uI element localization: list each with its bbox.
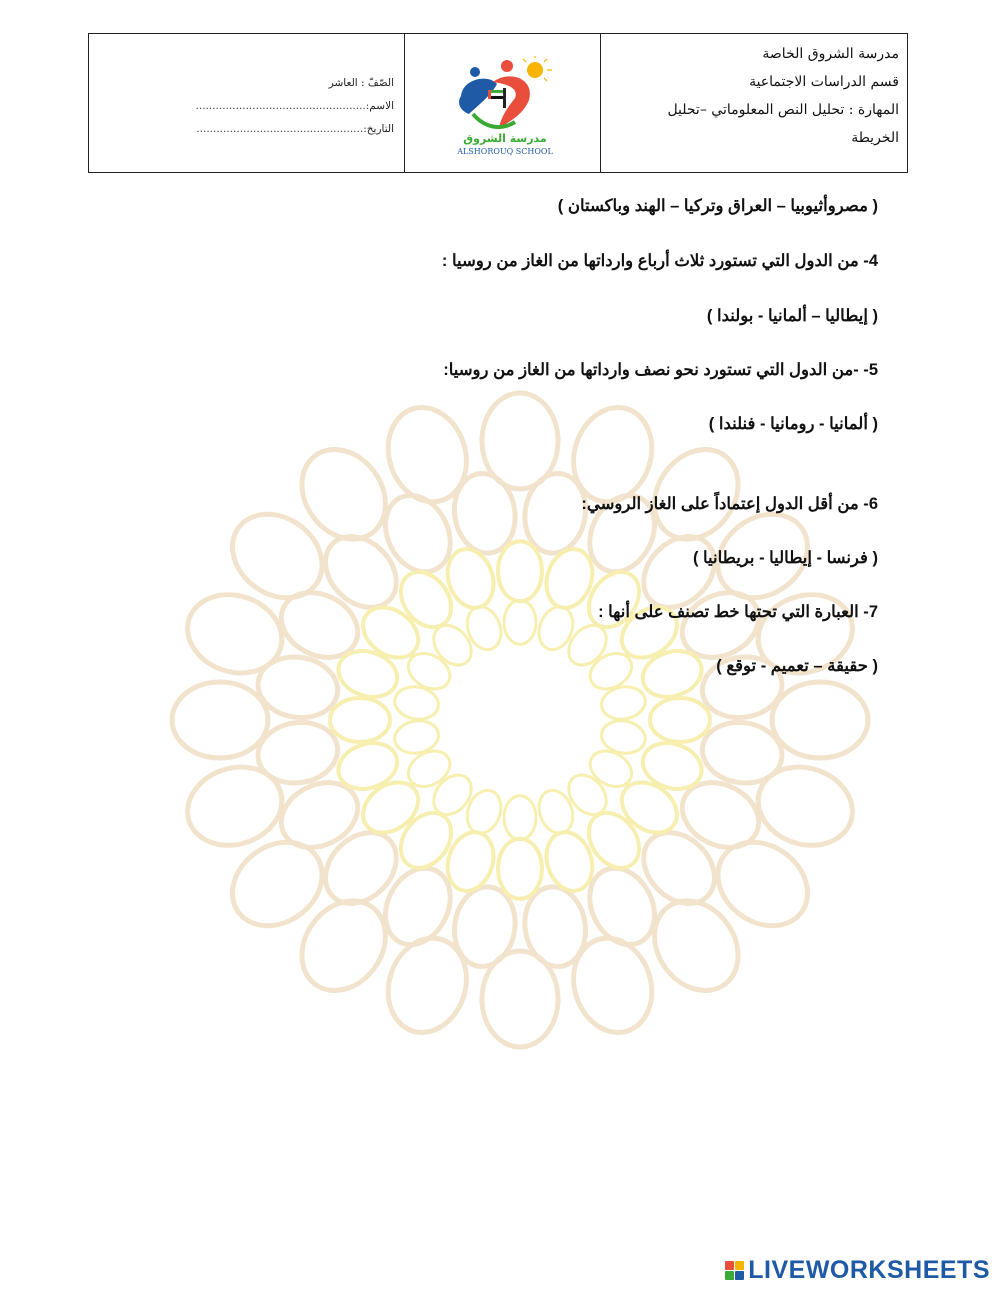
watermark-petal (630, 819, 729, 918)
answer-options-5[interactable]: ( ألمانيا - رومانيا - فنلندا ) (708, 415, 878, 433)
watermark-petal (376, 397, 478, 512)
name-field[interactable]: ................................................... (195, 100, 366, 112)
watermark-petal (504, 796, 536, 840)
department-name: قسم الدراسات الاجتماعية (749, 74, 899, 90)
liveworksheets-brand: LIVEWORKSHEETS (748, 1255, 990, 1284)
watermark-petal (462, 602, 507, 654)
watermark-petal (311, 819, 410, 918)
question-4: 4- من الدول التي تستورد ثلاث أرباع وارداتها من الغاز من روسيا : (441, 252, 878, 270)
date-label: التاريخ: (363, 123, 394, 135)
watermark-petal (498, 839, 542, 899)
name-label: الاسم: (365, 100, 394, 112)
family-figures-icon (459, 60, 530, 128)
question-6: 6- من أقل الدول إعتماداً على الغاز الروسي: (581, 495, 878, 513)
school-logo (443, 56, 567, 158)
watermark-petal (533, 786, 578, 838)
school-info-cell (601, 34, 907, 172)
liveworksheets-blocks-icon (725, 1261, 744, 1280)
watermark-petal (376, 928, 478, 1043)
watermark-petal (498, 541, 542, 601)
watermark-petal (650, 698, 710, 742)
answer-options-3[interactable]: ( مصروأثيوبيا – العراق وتركيا – الهند وباكستان ) (557, 197, 878, 215)
liveworksheets-logo (725, 1255, 990, 1285)
worksheet-header (88, 33, 908, 173)
sun-icon (523, 56, 552, 81)
logo-english-text: ALSHOROUQ SCHOOL (457, 147, 553, 156)
school-name: مدرسة الشروق الخاصة (762, 46, 899, 62)
watermark-petal (330, 698, 390, 742)
skill-title: المهارة : تحليل النص المعلوماتي –تحليل (667, 102, 899, 118)
question-5: 5- -من الدول التي تستورد نحو نصف وارداتها من الغاز من روسيا: (443, 361, 878, 379)
watermark-petal (772, 682, 868, 758)
watermark-mandala (160, 385, 880, 1055)
question-7: 7- العبارة التي تحتها خط تصنف على أنها : (598, 603, 878, 621)
watermark-petal (562, 928, 664, 1043)
answer-options-7[interactable]: ( حقيقة – تعميم - توقع ) (716, 657, 878, 675)
student-info-cell (89, 34, 405, 172)
watermark-petal (311, 523, 410, 622)
student-info (196, 72, 394, 141)
watermark-petal (172, 682, 268, 758)
logo-arabic-text: مدرسة الشروق (463, 132, 547, 145)
skill-title-continued: الخريطة (851, 130, 899, 146)
watermark-petal (504, 600, 536, 644)
watermark-petal (462, 786, 507, 838)
logo-cell (405, 34, 601, 172)
answer-options-6[interactable]: ( فرنسا - إيطاليا - بريطانيا ) (692, 549, 878, 567)
watermark-petal (533, 602, 578, 654)
date-field[interactable]: .................................................. (196, 123, 364, 135)
answer-options-4[interactable]: ( إيطاليا – ألمانيا - بولندا ) (706, 307, 878, 325)
grade-label: الصّفّ : العاشر (328, 77, 394, 89)
